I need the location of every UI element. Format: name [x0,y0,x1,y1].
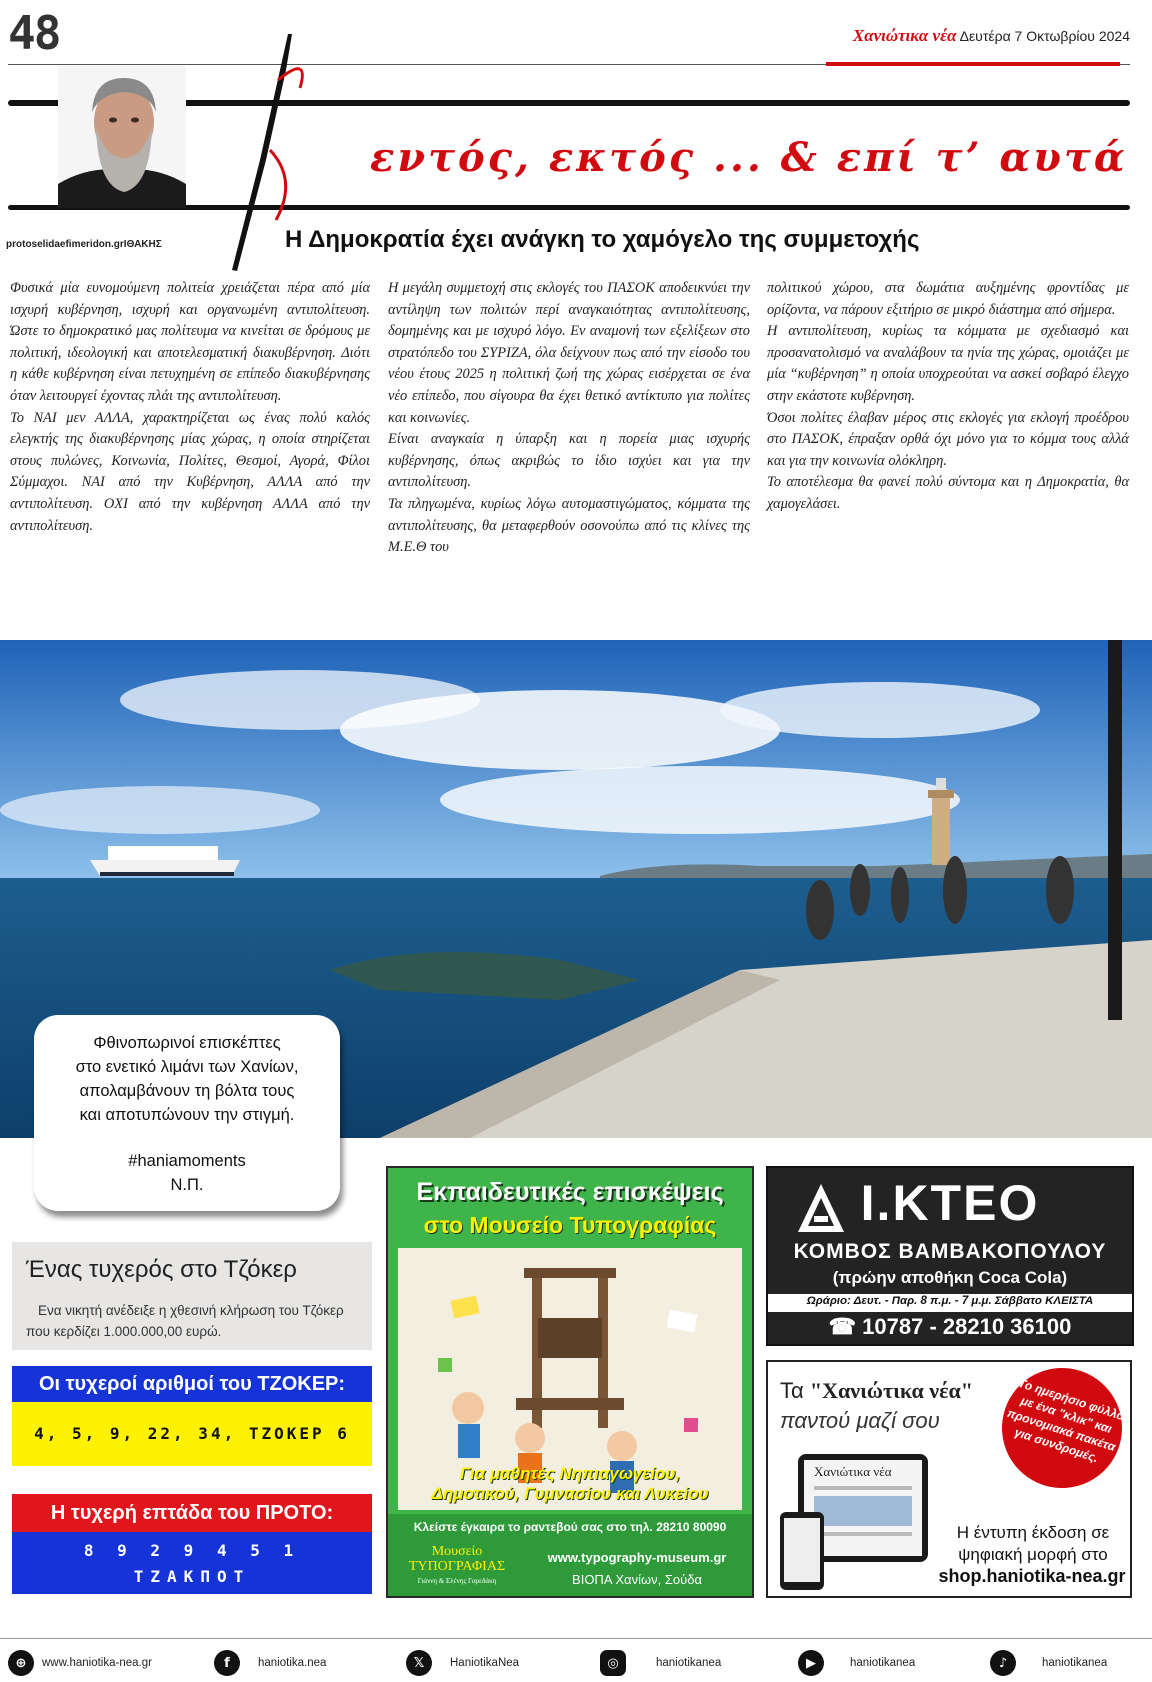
promo-line-1 [780,1378,973,1404]
page-number: 48 [8,6,60,60]
caption-hashtag: #haniamoments [128,1152,246,1170]
footer-instagram-label: haniotikanea [656,1657,722,1669]
proto-heading: Η τυχερή επτάδα του ΠΡΟΤΟ: [12,1494,372,1532]
globe-icon: ⊕ [8,1650,34,1676]
footer-website[interactable] [8,1650,152,1676]
footer-youtube-label: haniotikanea [850,1657,916,1669]
article-headline: Η Δημοκρατία έχει ανάγκη το χαμόγελο της συμμετοχής [285,226,920,253]
masthead-brand: Χανιώτικα νέα [852,26,957,45]
source-credit: protoselidaefimeridon.grΙΘΑΚΗΣ [6,239,162,250]
article-paragraph: Το αποτέλεσμα θα φανεί πολύ σύντομα και η Δημοκρατία, θα χαμογελάσει. [767,474,1129,512]
footer-tiktok-label: haniotikanea [1042,1657,1108,1669]
x-icon: 𝕏 [406,1650,432,1676]
photo-caption-box [34,1015,340,1211]
caption-line: Φθινοπωρινοί επισκέπτες [93,1034,281,1052]
joker-numbers: 4, 5, 9, 22, 34, ΤΖΟΚΕΡ 6 [12,1402,372,1466]
museum-ad-subtitle: στο Μουσείο Τυπογραφίας [423,1212,717,1238]
museum-logo [402,1544,512,1589]
footer-tiktok[interactable] [990,1650,1107,1676]
masthead [853,26,1130,46]
article-paragraph: Τα πληγωμένα, κυρίως λόγω αυτομαστιγώματος, κόμματα της αντιπολίτευσης, θα μεταφερθούν οσονούπω από τις κλίνες της Μ.Ε.Θ του [388,495,750,556]
masthead-date: Δευτέρα 7 Οκτωβρίου 2024 [959,28,1130,44]
footer-website-label: www.haniotika-nea.gr [42,1657,152,1669]
lottery-text: Ενα νικητή ανέδειξε η χθεσινή κλήρωση του Τζόκερ που κερδίζει 1.000.000,00 ευρώ. [26,1303,344,1339]
footer-x[interactable] [406,1650,519,1676]
article-paragraph: Το ΝΑΙ μεν ΑΛΛΑ, χαρακτηρίζεται ως ένας πολύ καλός ελεγκτής της διακυβέρνησης μίας χώρας, η οποία στηρίζεται στους πυλώνες, Κοινωνία, Πολίτες, Θεσμοί, Αγορά, Φίλοι Σύμμαχοι. ΝΑΙ από την Κυβέρνηση, ΑΛΛΑ από την αντιπολίτευση. ΟΧΙ από την κυβέρνηση ΑΛΛΑ από την αντιπολίτευση. [10,409,370,534]
museum-logo-bottom: ΤΥΠΟΓΡΑΦΙΑΣ [408,1559,506,1574]
promo-badge [986,1352,1137,1503]
museum-logo-small: Γιάννη & Ελένης Γαρεδάκη [417,1577,497,1585]
promo-badge-text: Το ημερήσιο φύλλο με ένα "κλικ" και προνομιακά πακέτα για συνδρομές. [1005,1375,1126,1466]
article-paragraph: πολιτικού χώρου, στα δωμάτια αυξημένης φροντίδας με ορίζοντα, να πάρουν εξιτήριο σε μικρό διάστημα από σήμερα. [767,280,1129,318]
museum-ad-call: Κλείστε έγκαιρα το ραντεβού σας στο τηλ. 28210 80090 [413,1520,727,1534]
caption-initials: Ν.Π. [170,1176,204,1194]
promo-shop-url[interactable]: shop.haniotika-nea.gr [938,1566,1126,1586]
footer-instagram[interactable] [600,1650,721,1676]
promo-brand: "Χανιώτικα νέα" [809,1378,974,1403]
footer-rule [0,1638,1152,1639]
article-paragraph: Φυσικά μία ευνομούμενη πολιτεία χρειάζεται πέρα από μία ισχυρή κυβέρνηση, ισχυρή και οργανωμένη αντιπολίτευση. Ώστε το δημοκρατικό μας πολίτευμα να κινείται σε δρόμους με πολιτική, ιδεολογική και αποτελεσματική διακυβέρνηση. Διότι η κάθε κυβέρνηση είναι πετυχημένη σε επίπεδο διακυβέρνησης όταν λειτουργεί έχοντας πλάι της αντιπολίτευση. [10,280,370,404]
phone-icon: ☎ [828,1314,863,1339]
kteo-phone [768,1314,1132,1340]
article-paragraph: Είναι αναγκαία η ύπαρξη και η πορεία μιας ισχυρής κυβέρνησης, όπως ακριβώς το ίδιο ισχύει και για την αντιπολίτευση. [388,431,750,491]
museum-audience-line: Για μαθητές Νηπιαγωγείου, [459,1464,681,1483]
author-photo [58,66,186,208]
kteo-name: ΚΟΜΒΟΣ ΒΑΜΒΑΚΟΠΟΥΛΟΥ [793,1240,1107,1263]
proto-results [12,1532,372,1594]
article-paragraph: Η αντιπολίτευση, κυρίως τα κόμματα με σχεδιασμό και προσανατολισμό να αναλάβουν τα ηνία της χώρας, ομοιάζει με μία “κυβέρνηση” η οποία υποχρεούται να ασκεί σοβαρό έλεγχο στην εκάστοτε κυβέρνηση. [767,323,1129,404]
kteo-brand: Ι.ΚΤΕΟ [860,1175,1040,1231]
kteo-hours: Ωράριο: Δευτ. - Παρ. 8 π.μ. - 7 μ.μ. Σάββατο ΚΛΕΙΣΤΑ [806,1295,1094,1307]
devices-illustration [780,1452,930,1592]
lottery-title: Ένας τυχερός στο Τζόκερ [26,1256,297,1283]
proto-jackpot: ΤΖΑΚΠΟΤ [133,1567,251,1586]
footer-x-label: HaniotikaNea [450,1657,520,1669]
cruise-ship [90,846,240,876]
caption-line: απολαμβάνουν τη βόλτα τους [79,1082,295,1100]
museum-address: ΒΙΟΠΑ Χανίων, Σούδα [572,1572,702,1587]
device-brand: Χανιώτικα νέα [814,1464,892,1479]
museum-logo-top: Μουσείο [431,1544,483,1559]
museum-ad-title: Εκπαιδευτικές επισκέψεις [416,1178,724,1206]
article-column-1 [10,278,370,537]
museum-ad-audience [388,1464,752,1504]
instagram-icon: ◎ [600,1650,626,1676]
kteo-ad[interactable] [766,1166,1134,1346]
typography-museum-ad[interactable] [386,1166,754,1598]
promo-text: Η έντυπη έκδοση σε ψηφιακή μορφή στο [956,1523,1110,1564]
footer-facebook[interactable] [214,1650,326,1676]
proto-numbers: 8 9 2 9 4 5 1 [83,1541,301,1560]
footer-facebook-label: haniotika.nea [258,1657,327,1669]
museum-audience-line: Δημοτικού, Γυμνασίου και Λυκείου [431,1484,709,1503]
article-column-3 [767,278,1129,516]
facebook-icon: f [214,1650,240,1676]
header-red-rule [826,62,1120,66]
joker-heading: Οι τυχεροί αριθμοί του ΤΖΟΚΕΡ: [12,1366,372,1402]
kteo-phone-number: 10787 - 28210 36100 [862,1314,1072,1339]
article-column-2 [388,278,750,559]
column-title: εντός, εκτός ... & επί τ’ αυτά [370,134,1128,181]
caption-line: και αποτυπώνουν την στιγμή. [79,1106,295,1124]
caption-line: στο ενετικό λιμάνι των Χανίων, [75,1058,299,1076]
digital-edition-ad[interactable] [766,1360,1132,1598]
tiktok-icon: ♪ [990,1650,1016,1676]
museum-url[interactable]: www.typography-museum.gr [547,1550,727,1565]
kteo-former-location: (πρώην αποθήκη Coca Cola) [832,1268,1068,1287]
promo-line-1-prefix: Τα [780,1378,810,1403]
article-paragraph: Όσοι πολίτες έλαβαν μέρος στις εκλογές για εκλογή προέδρου στο ΠΑΣΟΚ, έπραξαν ορθά όχι μόνο για το κόμμα τους αλλά και για την κοινωνία ολόκληρη. [767,409,1129,469]
article-paragraph: Η μεγάλη συμμετοχή στις εκλογές του ΠΑΣΟΚ αποδεικνύει την αντίληψη των πολιτών περί αναγκαιότητας αντιπολίτευσης, δομημένης και με ισχυρό λόγο. Εν αναμονή των εξελίξεων στο στρατόπεδο του ΣΥΡΙΖΑ, όλα δείχνουν πως από την είσοδο του νέου έτους 2025 η πολιτική ζωή της χώρας εισέρχεται σε ένα νέο επίπεδο, που σίγουρα θα έχει θετικό αντίκτυπο για πολίτες και κοινωνίες. [388,280,750,426]
footer-youtube[interactable] [798,1650,915,1676]
promo-line-2: παντού μαζί σου [780,1408,940,1433]
youtube-icon: ▶ [798,1650,824,1676]
